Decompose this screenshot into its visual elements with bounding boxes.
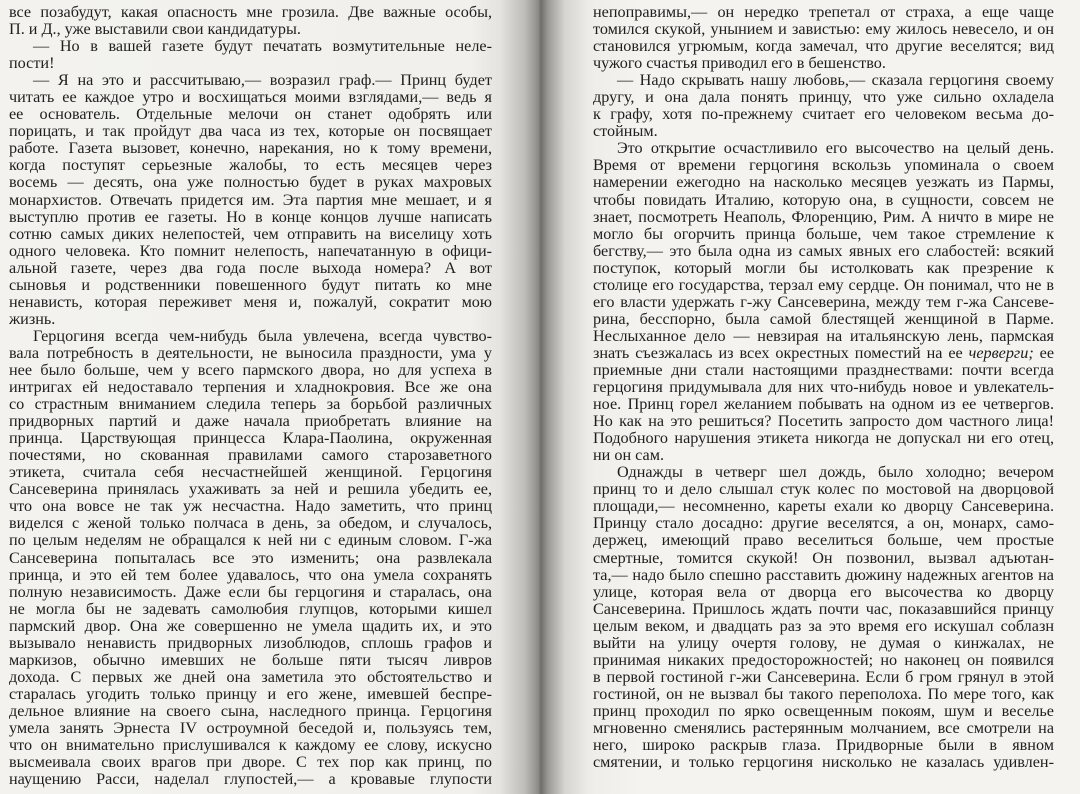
- text-line: маркизов, обычно имевших не больше пяти тысяч ливров: [9, 651, 492, 669]
- text-line: ее основатель. Отдельные мелочи он станет одобрять или: [9, 106, 492, 124]
- text-segment: знать съезжалась из всех окрестных поместий на ее: [593, 344, 969, 362]
- text-line: знает, посмотреть Неаполь, Флоренцию, Рим. А ничто в мире не: [593, 208, 1054, 226]
- text-line: принца. Царствующая принцесса Клара-Паолина, окруженная: [9, 430, 492, 448]
- text-line: к графу, хотя по-прежнему считает его человеком весьма до-: [593, 106, 1054, 124]
- text-line: него, широко раскрыв глаза. Придворные были в явном: [593, 737, 1054, 755]
- text-line: старалась угодить только принцу и его жене, имевшей беспре-: [9, 685, 492, 703]
- text-line: Герцогиня всегда чем-нибудь была увлечена, всегда чувство-: [33, 327, 492, 345]
- text-line: смятении, и только герцогиня нисколько не казалась удивлен-: [593, 754, 1054, 772]
- text-line: рина, бесспорно, была самой блестящей женщиной в Парме.: [593, 310, 1054, 328]
- text-line: когда поступят серьезные жалобы, то есть месяцев через: [9, 157, 492, 175]
- text-line: ни он сам.: [593, 447, 665, 465]
- text-line: что он внимательно прислушивался к каждому ее слову, искусно: [9, 737, 492, 755]
- text-line: этикета, считала себя несчастнейшей женщиной. Герцогиня: [9, 464, 492, 482]
- text-line: ное. Принц горел желанием побывать на одном из ее четвергов.: [593, 396, 1054, 414]
- text-line: сыновья и родственники повешенного будут питать ко мне: [9, 276, 492, 294]
- text-line: виделся с женой только полчаса в день, за обедом, и случалось,: [9, 515, 492, 533]
- text-line: держец, имеющий право веселиться больше, чем простые: [593, 532, 1054, 550]
- text-line: [593, 345, 1054, 362]
- text-line: непоправимы,— он нередко трепетал от страха, а еще чаще: [593, 4, 1054, 21]
- text-line: Принцу стало досадно: другие веселятся, а он, монарх, само-: [593, 515, 1054, 533]
- text-line: Но как на это решиться? Посетить запросто дом частного лица!: [593, 413, 1054, 431]
- text-line: принимая никаких предосторожностей; но наконец он появился: [593, 651, 1054, 669]
- text-line: придворных партий и даже начала приобретать влияние на: [9, 413, 492, 431]
- text-line: Сансеверина принялась ухаживать за ней и решила убедить ее,: [9, 481, 492, 499]
- text-line: столице его государства, терзал ему сердце. Он понимал, что не в: [593, 276, 1054, 294]
- text-line: дохода. С первых же дней она заметила это обстоятельство и: [9, 668, 492, 686]
- text-line: ненависть, которая переживет меня и, пожалуй, сократит мою: [9, 293, 492, 311]
- text-line: чтобы повидать Италию, которую она, в сущности, совсем не: [593, 191, 1054, 209]
- text-line: целым веком, и двадцать раз за это время его искушал соблазн: [593, 617, 1054, 635]
- text-segment: ее: [1033, 344, 1054, 362]
- text-line: Это открытие осчастливило его высочество на целый день.: [617, 140, 1054, 158]
- text-line: полную независимость. Даже если бы герцогиня и старалась, она: [9, 583, 492, 601]
- text-line: поступок, который могли бы истолковать как презрение к: [593, 259, 1054, 277]
- text-line: томился скукой, унынием и завистью: ему жилось невесело, и он: [593, 21, 1054, 39]
- text-line: Время от времени герцогиня вскользь упоминала о своем: [593, 157, 1054, 175]
- italic-word: черверги;: [968, 344, 1034, 362]
- left-page: [9, 4, 492, 788]
- text-line: наущению Расси, наделал глупостей,— а кровавые глупости: [9, 771, 492, 789]
- text-line: что она вовсе не так уж несчастна. Надо заметить, что принц: [9, 498, 492, 516]
- text-line: Подобного нарушения этикета никогда не допускал ни его отец,: [593, 430, 1054, 448]
- text-line: вызывало ненависть придворных лизоблюдов, сплошь графов и: [9, 634, 492, 652]
- text-line: работе. Газета вызовет, конечно, нарекания, но к тому времени,: [9, 140, 492, 158]
- right-page: [593, 4, 1054, 771]
- text-line: пости!: [9, 55, 55, 73]
- text-line: другу, и она дала понять принцу, что уже сильно охладела: [593, 89, 1054, 107]
- text-line: мгновенно сменялись растерянным молчанием, все смотрели на: [593, 719, 1054, 737]
- text-line: жизнь.: [9, 310, 56, 328]
- text-line: принц то и дело слышал стук колес по мостовой на дворцовой: [593, 481, 1054, 499]
- text-line: выступлю против ее газеты. Но в конце концов лучше написать: [9, 208, 492, 226]
- text-line: чужого счастья приводил его в бешенство.: [593, 55, 886, 73]
- text-line: смертные, томится скукой! Он позвонил, вызвал адъютан-: [593, 549, 1054, 567]
- text-line: нее было больше, чем у всего пармского двора, но для успеха в: [9, 361, 492, 379]
- text-line: порицать, и так пройдут два часа из тех, которые он посвящает: [9, 123, 492, 141]
- text-line: — Надо скрывать нашу любовь,— сказала герцогиня своему: [617, 72, 1054, 90]
- text-line: по целым неделям не обращался к ней ни с единым словом. Г-жа: [9, 532, 492, 550]
- text-line: становился угрюмым, когда замечал, что другие веселятся; вид: [593, 38, 1054, 56]
- text-line: — Я на это и рассчитываю,— возразил граф.— Принц будет: [33, 72, 492, 90]
- text-line: высмеивала своих врагов при дворе. С тех пор как принц, по: [9, 754, 492, 772]
- text-line: дельное влияние на своего сына, наследного принца. Герцогиня: [9, 702, 492, 720]
- text-line: вала потребность в деятельности, не выносила праздности, ума у: [9, 344, 492, 362]
- text-line: — Но в вашей газете будут печатать возмутительные неле-: [33, 38, 492, 56]
- text-line: Однажды в четверг шел дождь, было холодно; вечером: [617, 464, 1054, 482]
- text-line: могло бы огорчить принца больше, чем такое стремление к: [593, 225, 1054, 243]
- text-line: намерении ежегодно на насколько месяцев уезжать из Пармы,: [593, 174, 1054, 192]
- text-line: стойным.: [593, 123, 658, 141]
- text-line: умела занять Эрнеста IV остроумной беседой и, пользуясь тем,: [9, 719, 492, 737]
- text-line: герцогиня придумывала для них что-нибудь новое и увлекатель-: [593, 379, 1054, 397]
- text-line: Неслыханное дело — невзирая на итальянскую лень, пармская: [593, 327, 1054, 345]
- text-line: та,— надо было спешно расставить дюжину надежных агентов на: [593, 566, 1054, 584]
- text-line: принца, и это ей тем более удавалось, что она умела сохранять: [9, 566, 492, 584]
- text-line: сотню самых диких нелепостей, чем отправить на виселицу хоть: [9, 225, 492, 243]
- text-line: бегству,— это была одна из самых явных его слабостей: всякий: [593, 242, 1054, 260]
- text-line: читать ее каждое утро и восхищаться моими взглядами,— ведь я: [9, 89, 492, 107]
- text-line: принц проходил по ярко освещенным покоям, шум и веселье: [593, 702, 1054, 720]
- text-line: альной газете, через два года после выхода номера? А вот: [9, 259, 492, 277]
- text-line: не могла бы не задевать самолюбия глупцов, которыми кишел: [9, 600, 492, 618]
- text-line: со страстным вниманием следила теперь за борьбой различных: [9, 396, 492, 414]
- text-line: приемные дни стали настоящими празднествами: почти всегда: [593, 361, 1054, 379]
- text-line: Сансеверина. Пришлось ждать почти час, показавшийся принцу: [593, 600, 1054, 618]
- text-line: его власти удержать г-жу Сансеверина, между тем г-жа Сансеве-: [593, 293, 1054, 311]
- text-line: гостиной, он не вызвал бы такого переполоха. По мере того, как: [593, 685, 1054, 703]
- text-line: в первой гостиной г-жи Сансеверина. Если б гром грянул в этой: [593, 668, 1054, 686]
- text-line: площади,— несомненно, кареты ехали ко дворцу Сансеверина.: [593, 498, 1054, 516]
- text-line: улице, которая вела от дворца его высочества ко дворцу: [593, 583, 1054, 601]
- text-line: интригах ей недоставало терпения и хладнокровия. Все же она: [9, 379, 492, 397]
- text-line: одного человека. Кто помнит нелепость, напечатанную в офици-: [9, 242, 492, 260]
- text-line: все позабудут, какая опасность мне грозила. Две важные особы,: [9, 4, 492, 21]
- text-line: П. и Д., уже выставили свои кандидатуры.: [9, 21, 301, 39]
- text-line: монархистов. Отвечать придется им. Эта партия мне мешает, и я: [9, 191, 492, 209]
- text-line: восемь — десять, она уже полностью будет в руках махровых: [9, 174, 492, 192]
- text-line: Сансеверина попыталась все это изменить; она развлекала: [9, 549, 492, 567]
- text-line: почестями, но скованная правилами самого старозаветного: [9, 447, 492, 465]
- text-line: выйти на улицу очертя голову, не думая о кинжалах, не: [593, 634, 1054, 652]
- text-line: пармский двор. Она же совершенно не умела щадить их, и это: [9, 617, 492, 635]
